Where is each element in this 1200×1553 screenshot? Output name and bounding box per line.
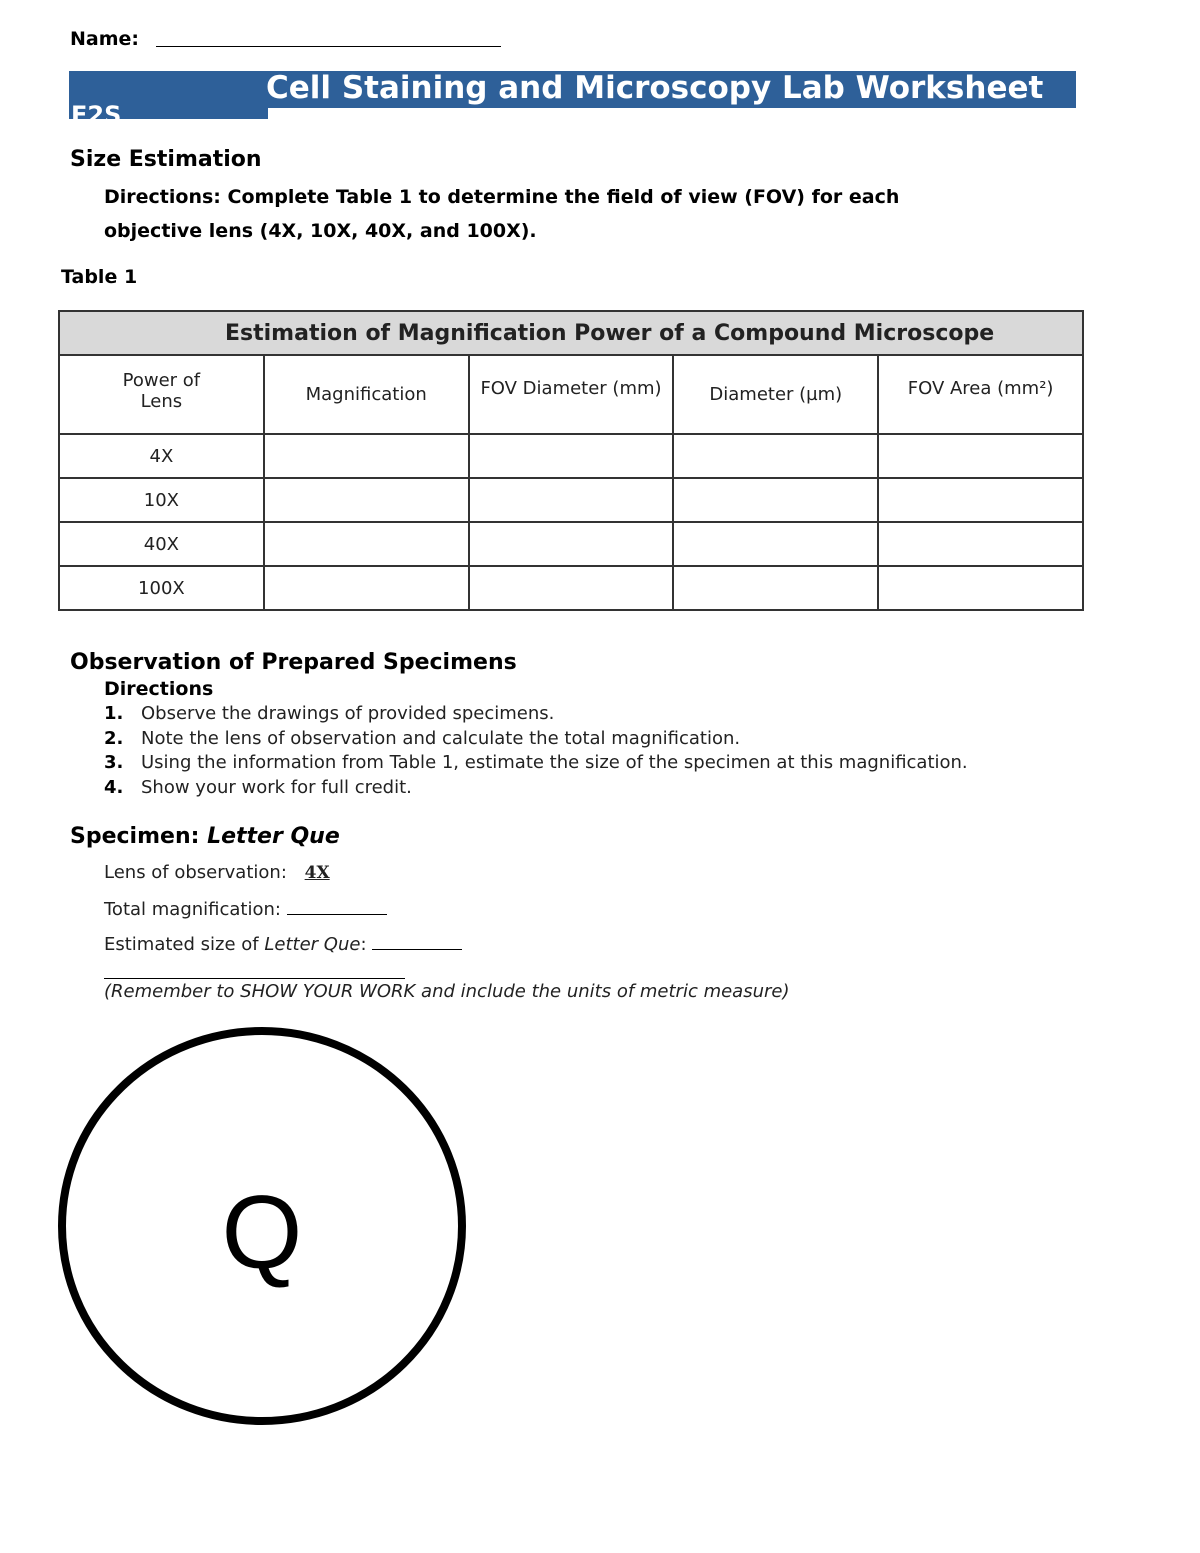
specimen-heading — [70, 824, 340, 849]
col-header-power-text: Power of Lens — [122, 369, 201, 412]
estimated-size-label-suffix: : — [360, 934, 367, 955]
total-magnification-label: Total magnification: — [104, 899, 281, 920]
table-row — [59, 566, 1083, 610]
col-header-fov-area — [878, 355, 1083, 434]
title-bar-overflow — [69, 101, 268, 129]
name-label: Name: — [70, 28, 140, 50]
step-text: Show your work for full credit. — [141, 776, 412, 798]
step-text: Using the information from Table 1, estimate the size of the specimen at this magnification. — [141, 752, 968, 773]
fov-area-cell[interactable] — [878, 522, 1083, 566]
list-item — [104, 703, 968, 728]
total-magnification-row — [104, 899, 387, 920]
step-text: Observe the drawings of provided specimens. — [141, 703, 555, 724]
table-row — [59, 434, 1083, 478]
table-title-text: Estimation of Magnification Power of a Compound Microscope — [225, 320, 995, 346]
step-number: 2. — [104, 727, 124, 749]
diameter-um-cell[interactable] — [673, 434, 878, 478]
list-item — [104, 777, 968, 802]
table-row — [59, 522, 1083, 566]
estimated-size-label-name: Letter Que — [264, 934, 361, 955]
table-title — [59, 311, 1083, 355]
row-power-cell: 100X — [59, 566, 264, 610]
total-magnification-field[interactable] — [287, 914, 387, 915]
table-caption: Table 1 — [61, 266, 138, 288]
size-estimation-heading: Size Estimation — [70, 147, 262, 172]
col-header-fov-area-text: FOV Area (mm²) — [907, 378, 1054, 399]
col-header-magnification-text: Magnification — [305, 384, 427, 405]
magnification-cell[interactable] — [264, 434, 469, 478]
diameter-um-cell[interactable] — [673, 522, 878, 566]
row-power-cell: 10X — [59, 478, 264, 522]
specimen-heading-name: Letter Que — [207, 824, 340, 849]
fov-diameter-cell[interactable] — [469, 566, 674, 610]
magnification-cell[interactable] — [264, 478, 469, 522]
observation-directions-label: Directions — [104, 678, 214, 700]
diameter-um-cell[interactable] — [673, 478, 878, 522]
title-overflow-text: E2S — [71, 101, 122, 129]
magnification-cell[interactable] — [264, 566, 469, 610]
lens-of-observation-row — [104, 862, 344, 883]
show-work-note: (Remember to SHOW YOUR WORK and include the units of metric measure) — [104, 981, 790, 1002]
name-field[interactable] — [156, 46, 501, 47]
row-power-cell: 40X — [59, 522, 264, 566]
col-header-diameter-um — [673, 355, 878, 434]
observation-heading: Observation of Prepared Specimens — [70, 650, 517, 675]
row-power-cell: 4X — [59, 434, 264, 478]
observation-steps — [104, 703, 968, 801]
size-directions-line1: Directions: Complete Table 1 to determine the field of view (FOV) for each — [104, 186, 900, 208]
diameter-um-cell[interactable] — [673, 566, 878, 610]
specimen-letter: Q — [221, 1175, 303, 1291]
fov-diameter-cell[interactable] — [469, 522, 674, 566]
estimated-size-row — [104, 934, 462, 955]
estimated-size-label-prefix: Estimated size of — [104, 934, 265, 955]
step-number: 3. — [104, 752, 124, 773]
fov-table — [58, 310, 1084, 611]
fov-area-cell[interactable] — [878, 478, 1083, 522]
lens-of-observation-value: 4X — [304, 863, 330, 883]
estimated-size-field[interactable] — [372, 949, 462, 950]
step-number: 1. — [104, 703, 124, 724]
col-header-power — [59, 355, 264, 434]
table-row — [59, 478, 1083, 522]
table-header-row — [59, 355, 1083, 434]
list-item — [104, 728, 968, 753]
fov-area-cell[interactable] — [878, 434, 1083, 478]
magnification-cell[interactable] — [264, 522, 469, 566]
col-header-magnification — [264, 355, 469, 434]
fov-area-cell[interactable] — [878, 566, 1083, 610]
step-number: 4. — [104, 776, 124, 798]
size-directions-line2: objective lens (4X, 10X, 40X, and 100X). — [104, 220, 537, 242]
fov-diameter-cell[interactable] — [469, 478, 674, 522]
lens-of-observation-label: Lens of observation: — [104, 862, 287, 883]
fov-diameter-cell[interactable] — [469, 434, 674, 478]
estimated-size-field-continued[interactable] — [104, 978, 405, 979]
list-item — [104, 752, 968, 777]
specimen-heading-prefix: Specimen: — [70, 824, 208, 849]
col-header-fov-diameter — [469, 355, 674, 434]
col-header-diameter-um-text: Diameter (µm) — [709, 384, 843, 405]
page-title: Cell Staining and Microscopy Lab Worksheet — [266, 70, 1044, 106]
col-header-fov-diameter-text: FOV Diameter (mm) — [480, 378, 662, 399]
microscope-field-of-view — [56, 1026, 470, 1432]
step-text: Note the lens of observation and calculate the total magnification. — [141, 727, 741, 749]
